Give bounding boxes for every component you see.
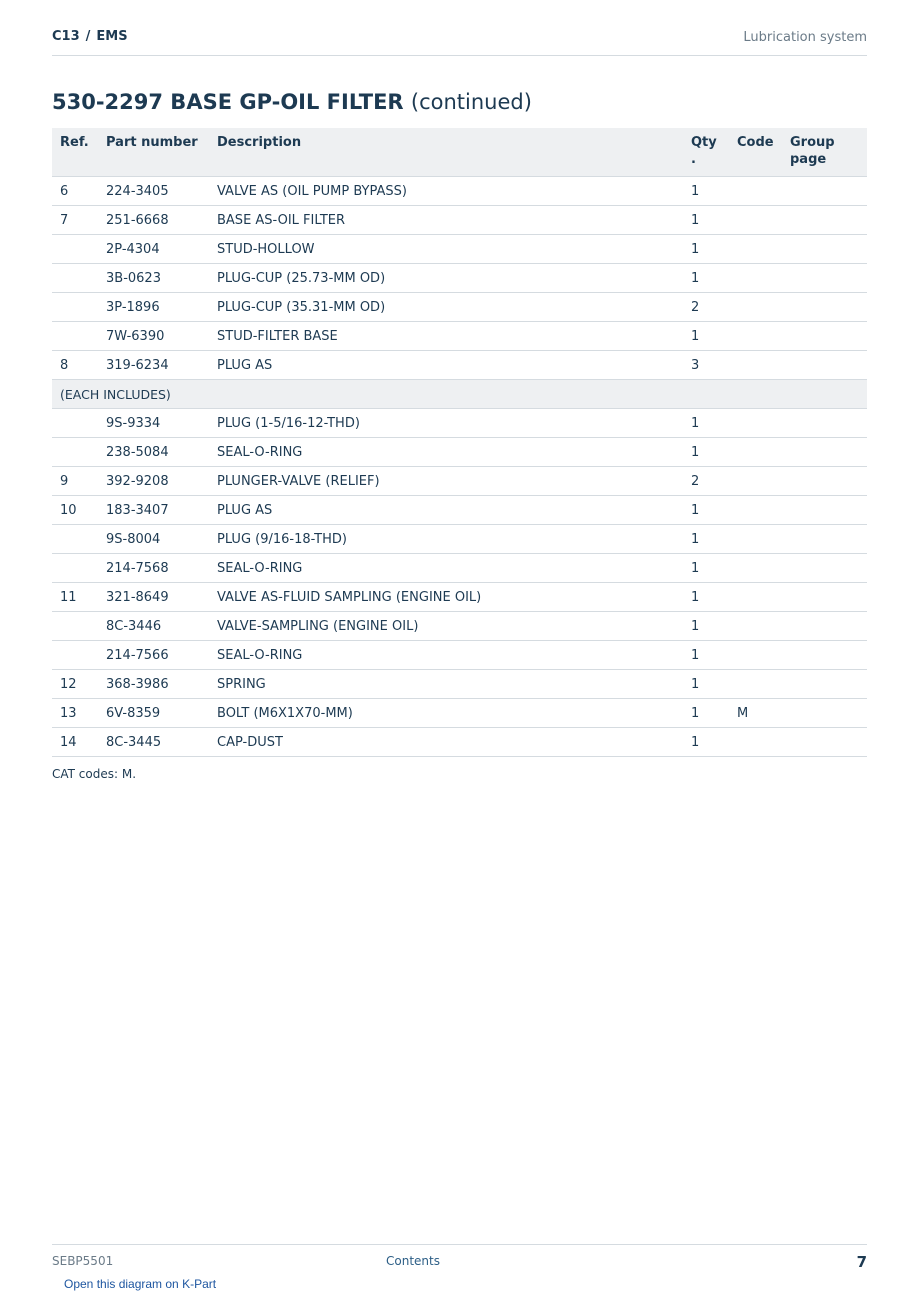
cell-description: SEAL-O-RING bbox=[209, 438, 683, 467]
page-footer bbox=[52, 1244, 867, 1275]
cat-codes-note: CAT codes: M. bbox=[52, 767, 137, 781]
table-row bbox=[52, 409, 867, 438]
cell-ref bbox=[52, 612, 98, 641]
cell-part-number: 392-9208 bbox=[98, 467, 209, 496]
cell-part-number: 7W-6390 bbox=[98, 322, 209, 351]
cell-description: SEAL-O-RING bbox=[209, 554, 683, 583]
cell-description: PLUG AS bbox=[209, 496, 683, 525]
cell-code bbox=[729, 235, 782, 264]
cell-qty: 1 bbox=[683, 612, 729, 641]
cell-group-page bbox=[782, 554, 867, 583]
cell-part-number: 368-3986 bbox=[98, 670, 209, 699]
table-row bbox=[52, 235, 867, 264]
cell-code bbox=[729, 525, 782, 554]
table-row bbox=[52, 699, 867, 728]
cell-qty: 1 bbox=[683, 699, 729, 728]
cell-part-number: 214-7568 bbox=[98, 554, 209, 583]
column-header-group-line2: page bbox=[790, 152, 827, 167]
cell-ref bbox=[52, 438, 98, 467]
cell-description: SPRING bbox=[209, 670, 683, 699]
table-row bbox=[52, 554, 867, 583]
column-header-qty-line2: . bbox=[691, 152, 696, 167]
column-header-qty bbox=[683, 128, 729, 177]
group-label: (EACH INCLUDES) bbox=[52, 380, 867, 409]
cell-group-page bbox=[782, 351, 867, 380]
cell-ref bbox=[52, 554, 98, 583]
cell-qty: 1 bbox=[683, 438, 729, 467]
cell-qty: 1 bbox=[683, 525, 729, 554]
cell-ref bbox=[52, 322, 98, 351]
cell-part-number: 8C-3446 bbox=[98, 612, 209, 641]
cell-group-page bbox=[782, 670, 867, 699]
cell-part-number: 3B-0623 bbox=[98, 264, 209, 293]
cell-description: VALVE-SAMPLING (ENGINE OIL) bbox=[209, 612, 683, 641]
cell-description: STUD-HOLLOW bbox=[209, 235, 683, 264]
table-group-row bbox=[52, 380, 867, 409]
cell-group-page bbox=[782, 583, 867, 612]
cell-code bbox=[729, 612, 782, 641]
cell-group-page bbox=[782, 264, 867, 293]
cell-qty: 1 bbox=[683, 554, 729, 583]
cell-description: VALVE AS-FLUID SAMPLING (ENGINE OIL) bbox=[209, 583, 683, 612]
cell-code bbox=[729, 177, 782, 206]
cell-qty: 1 bbox=[683, 728, 729, 757]
cell-description: STUD-FILTER BASE bbox=[209, 322, 683, 351]
cell-ref bbox=[52, 641, 98, 670]
cell-ref bbox=[52, 525, 98, 554]
cell-description: CAP-DUST bbox=[209, 728, 683, 757]
table-row bbox=[52, 322, 867, 351]
cell-code bbox=[729, 496, 782, 525]
cell-code bbox=[729, 351, 782, 380]
table-row bbox=[52, 351, 867, 380]
cell-description: PLUNGER-VALVE (RELIEF) bbox=[209, 467, 683, 496]
cell-code bbox=[729, 467, 782, 496]
contents-link[interactable]: Contents bbox=[386, 1254, 440, 1268]
cell-part-number: 321-8649 bbox=[98, 583, 209, 612]
table-row bbox=[52, 467, 867, 496]
cell-ref bbox=[52, 293, 98, 322]
cell-ref: 6 bbox=[52, 177, 98, 206]
table-row bbox=[52, 177, 867, 206]
cell-ref bbox=[52, 235, 98, 264]
cell-qty: 1 bbox=[683, 177, 729, 206]
column-header-group-page bbox=[782, 128, 867, 177]
table-row bbox=[52, 641, 867, 670]
column-header-part-number: Part number bbox=[98, 128, 209, 177]
cell-description: BASE AS-OIL FILTER bbox=[209, 206, 683, 235]
table-row bbox=[52, 612, 867, 641]
page-header bbox=[52, 29, 867, 56]
page-number: 7 bbox=[856, 1253, 867, 1271]
header-model-system bbox=[52, 29, 128, 44]
cell-part-number: 214-7566 bbox=[98, 641, 209, 670]
cell-qty: 1 bbox=[683, 264, 729, 293]
table-header-row bbox=[52, 128, 867, 177]
cell-qty: 1 bbox=[683, 206, 729, 235]
cell-group-page bbox=[782, 206, 867, 235]
table-row bbox=[52, 293, 867, 322]
cell-code bbox=[729, 206, 782, 235]
cell-ref: 10 bbox=[52, 496, 98, 525]
cell-qty: 1 bbox=[683, 583, 729, 612]
cell-qty: 1 bbox=[683, 235, 729, 264]
cell-qty: 1 bbox=[683, 322, 729, 351]
kpart-diagram-link[interactable]: Open this diagram on K-Part bbox=[64, 1277, 217, 1291]
cell-code bbox=[729, 264, 782, 293]
header-separator: / bbox=[85, 29, 91, 44]
page-title-suffix: (continued) bbox=[410, 90, 532, 114]
cell-part-number: 8C-3445 bbox=[98, 728, 209, 757]
cell-description: PLUG AS bbox=[209, 351, 683, 380]
cell-part-number: 319-6234 bbox=[98, 351, 209, 380]
cell-ref: 13 bbox=[52, 699, 98, 728]
cell-qty: 1 bbox=[683, 641, 729, 670]
cell-qty: 1 bbox=[683, 409, 729, 438]
cell-part-number: 9S-9334 bbox=[98, 409, 209, 438]
cell-group-page bbox=[782, 293, 867, 322]
cell-code bbox=[729, 728, 782, 757]
cell-group-page bbox=[782, 177, 867, 206]
cell-group-page bbox=[782, 438, 867, 467]
cell-group-page bbox=[782, 322, 867, 351]
parts-table bbox=[52, 128, 867, 757]
cell-code: M bbox=[729, 699, 782, 728]
cell-code bbox=[729, 583, 782, 612]
cell-group-page bbox=[782, 496, 867, 525]
cell-qty: 1 bbox=[683, 496, 729, 525]
cell-group-page bbox=[782, 235, 867, 264]
cell-group-page bbox=[782, 612, 867, 641]
cell-group-page bbox=[782, 728, 867, 757]
cell-ref: 7 bbox=[52, 206, 98, 235]
cell-code bbox=[729, 438, 782, 467]
table-row bbox=[52, 670, 867, 699]
cell-ref: 8 bbox=[52, 351, 98, 380]
column-header-qty-line1: Qty bbox=[691, 135, 717, 150]
cell-description: SEAL-O-RING bbox=[209, 641, 683, 670]
column-header-group-line1: Group bbox=[790, 135, 835, 150]
header-system: EMS bbox=[96, 29, 128, 44]
cell-description: VALVE AS (OIL PUMP BYPASS) bbox=[209, 177, 683, 206]
table-row bbox=[52, 206, 867, 235]
table-row bbox=[52, 264, 867, 293]
page-title-main: 530-2297 BASE GP-OIL FILTER bbox=[52, 90, 404, 114]
cell-part-number: 238-5084 bbox=[98, 438, 209, 467]
table-row bbox=[52, 525, 867, 554]
cell-ref: 11 bbox=[52, 583, 98, 612]
footer-doc-id: SEBP5501 bbox=[52, 1254, 114, 1268]
cell-part-number: 3P-1896 bbox=[98, 293, 209, 322]
cell-group-page bbox=[782, 525, 867, 554]
header-model: C13 bbox=[52, 29, 80, 44]
cell-description: PLUG-CUP (25.73-MM OD) bbox=[209, 264, 683, 293]
column-header-description: Description bbox=[209, 128, 683, 177]
cell-qty: 1 bbox=[683, 670, 729, 699]
cell-part-number: 6V-8359 bbox=[98, 699, 209, 728]
table-row bbox=[52, 583, 867, 612]
cell-code bbox=[729, 554, 782, 583]
cell-code bbox=[729, 293, 782, 322]
cell-part-number: 224-3405 bbox=[98, 177, 209, 206]
cell-part-number: 183-3407 bbox=[98, 496, 209, 525]
parts-table-body bbox=[52, 177, 867, 757]
cell-group-page bbox=[782, 467, 867, 496]
cell-ref: 12 bbox=[52, 670, 98, 699]
page-title bbox=[52, 90, 532, 114]
cell-qty: 2 bbox=[683, 467, 729, 496]
cell-code bbox=[729, 409, 782, 438]
cell-description: PLUG (9/16-18-THD) bbox=[209, 525, 683, 554]
cell-part-number: 2P-4304 bbox=[98, 235, 209, 264]
table-row bbox=[52, 728, 867, 757]
cell-code bbox=[729, 322, 782, 351]
cell-qty: 3 bbox=[683, 351, 729, 380]
cell-ref bbox=[52, 264, 98, 293]
cell-group-page bbox=[782, 699, 867, 728]
cell-ref bbox=[52, 409, 98, 438]
cell-description: PLUG-CUP (35.31-MM OD) bbox=[209, 293, 683, 322]
cell-description: PLUG (1-5/16-12-THD) bbox=[209, 409, 683, 438]
table-row bbox=[52, 438, 867, 467]
header-section: Lubrication system bbox=[743, 30, 867, 45]
table-row bbox=[52, 496, 867, 525]
cell-ref: 9 bbox=[52, 467, 98, 496]
cell-group-page bbox=[782, 641, 867, 670]
cell-description: BOLT (M6X1X70-MM) bbox=[209, 699, 683, 728]
cell-part-number: 9S-8004 bbox=[98, 525, 209, 554]
column-header-code: Code bbox=[729, 128, 782, 177]
cell-ref: 14 bbox=[52, 728, 98, 757]
cell-part-number: 251-6668 bbox=[98, 206, 209, 235]
cell-group-page bbox=[782, 409, 867, 438]
cell-code bbox=[729, 641, 782, 670]
cell-code bbox=[729, 670, 782, 699]
column-header-ref: Ref. bbox=[52, 128, 98, 177]
cell-qty: 2 bbox=[683, 293, 729, 322]
